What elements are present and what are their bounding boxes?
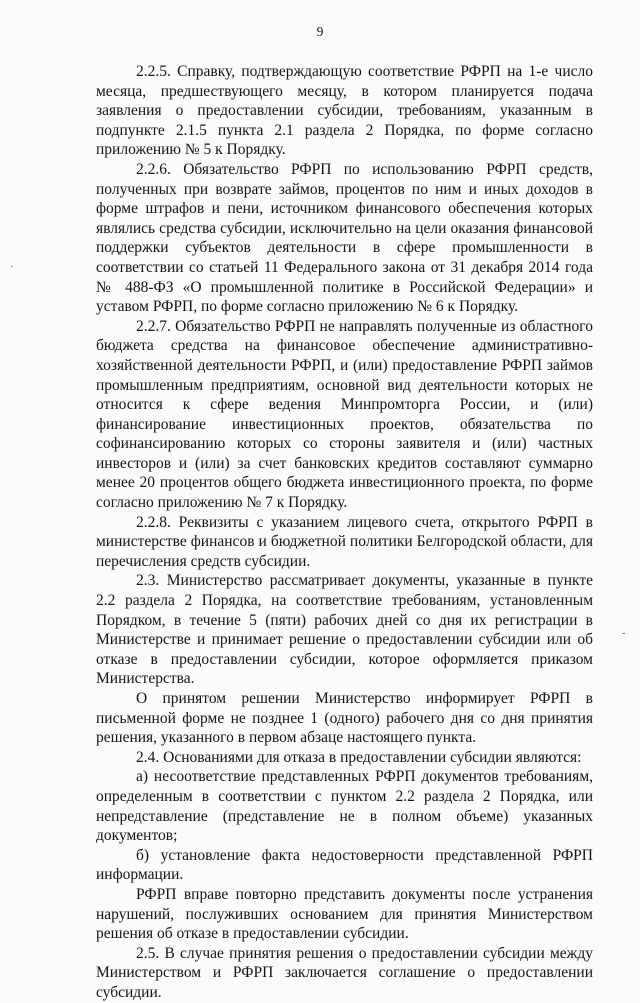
paragraph-2-5: 2.5. В случае принятия решения о предоставлении субсидии между Министерством и РФРП заключается соглашение о предоставлении субсидии. (96, 944, 593, 1001)
scan-speck: · (10, 262, 14, 273)
paragraph-2-3-notice: О принятом решении Министерство информирует РФРП в письменной форме не позднее 1 (одного) рабочего дня со дня принятия решения, указанного в первом абзаце настоящего пункта. (96, 690, 593, 747)
page-number: 9 (316, 24, 324, 39)
paragraph-2-2-6: 2.2.6. Обязательство РФРП по использованию РФРП средств, полученных при возврате займов, процентов по ним и иных доходов в форме штрафов и пени, источником финансового обеспечения которых являлись средства субсидии, исключительно на цели оказания финансовой поддержки субъектов деятельности в сфере промышленности в соответствии со статьей 11 Федерального закона от 31 декабря 2014 года № 488-ФЗ «О промышленной политике в Российской Федерации» и уставом РФРП, по форме согласно приложению № 6 к Порядку. (96, 160, 593, 316)
document-body (96, 62, 593, 1003)
paragraph-2-3: 2.3. Министерство рассматривает документы, указанные в пункте 2.2 раздела 2 Порядка, на соответствие требованиям, установленным Порядком, в течение 5 (пяти) рабочих дней со дня их регистрации в Министерстве и принимает решение о предоставлении субсидии или об отказе в предоставлении субсидии, которое оформляется приказом Министерства. (96, 572, 593, 688)
paragraph-2-2-5: 2.2.5. Справку, подтверждающую соответствие РФРП на 1-е число месяца, предшествующего месяцу, в котором планируется подача заявления о предоставлении субсидии, требованиям, указанным в подпункте 2.1.5 пункта 2.1 раздела 2 Порядка, по форме согласно приложению № 5 к Порядку. (96, 63, 593, 159)
paragraph-2-4-resubmit: РФРП вправе повторно представить документы после устранения нарушений, послуживших основанием для принятия Министерством решения об отказе в предоставлении субсидии. (96, 885, 593, 943)
paragraph-2-2-8: 2.2.8. Реквизиты с указанием лицевого счета, открытого РФРП в министерстве финансов и бюджетной политики Белгородской области, для перечисления средств субсидии. (96, 513, 593, 570)
scan-speck: - (622, 628, 626, 639)
paragraph-2-2-7: 2.2.7. Обязательство РФРП не направлять полученные из областного бюджета средства на финансовое обеспечение административно-хозяйственной деятельности РФРП, и (или) предоставление РФРП займов промышленным предприятиям, основной вид деятельности которых не относится к сфере ведения Минпромторга России, и (или) финансирование инвестиционных проектов, обязательства по софинансированию которых со стороны заявителя и (или) частных инвесторов и (или) за счет банковских кредитов составляют суммарно менее 20 процентов общего бюджета инвестиционного проекта, по форме согласно приложению № 7 к Порядку. (96, 317, 593, 512)
paragraph-2-4: 2.4. Основаниями для отказа в предоставлении субсидии являются: (136, 748, 582, 766)
paragraph-2-4-b: б) установление факта недостоверности представленной РФРП информации. (96, 846, 593, 884)
paragraph-2-4-a: а) несоответствие представленных РФРП документов требованиям, определенным в соответствии с пунктом 2.2 раздела 2 Порядка, или непредставление (представление не в полном объеме) указанных документов; (96, 768, 593, 845)
